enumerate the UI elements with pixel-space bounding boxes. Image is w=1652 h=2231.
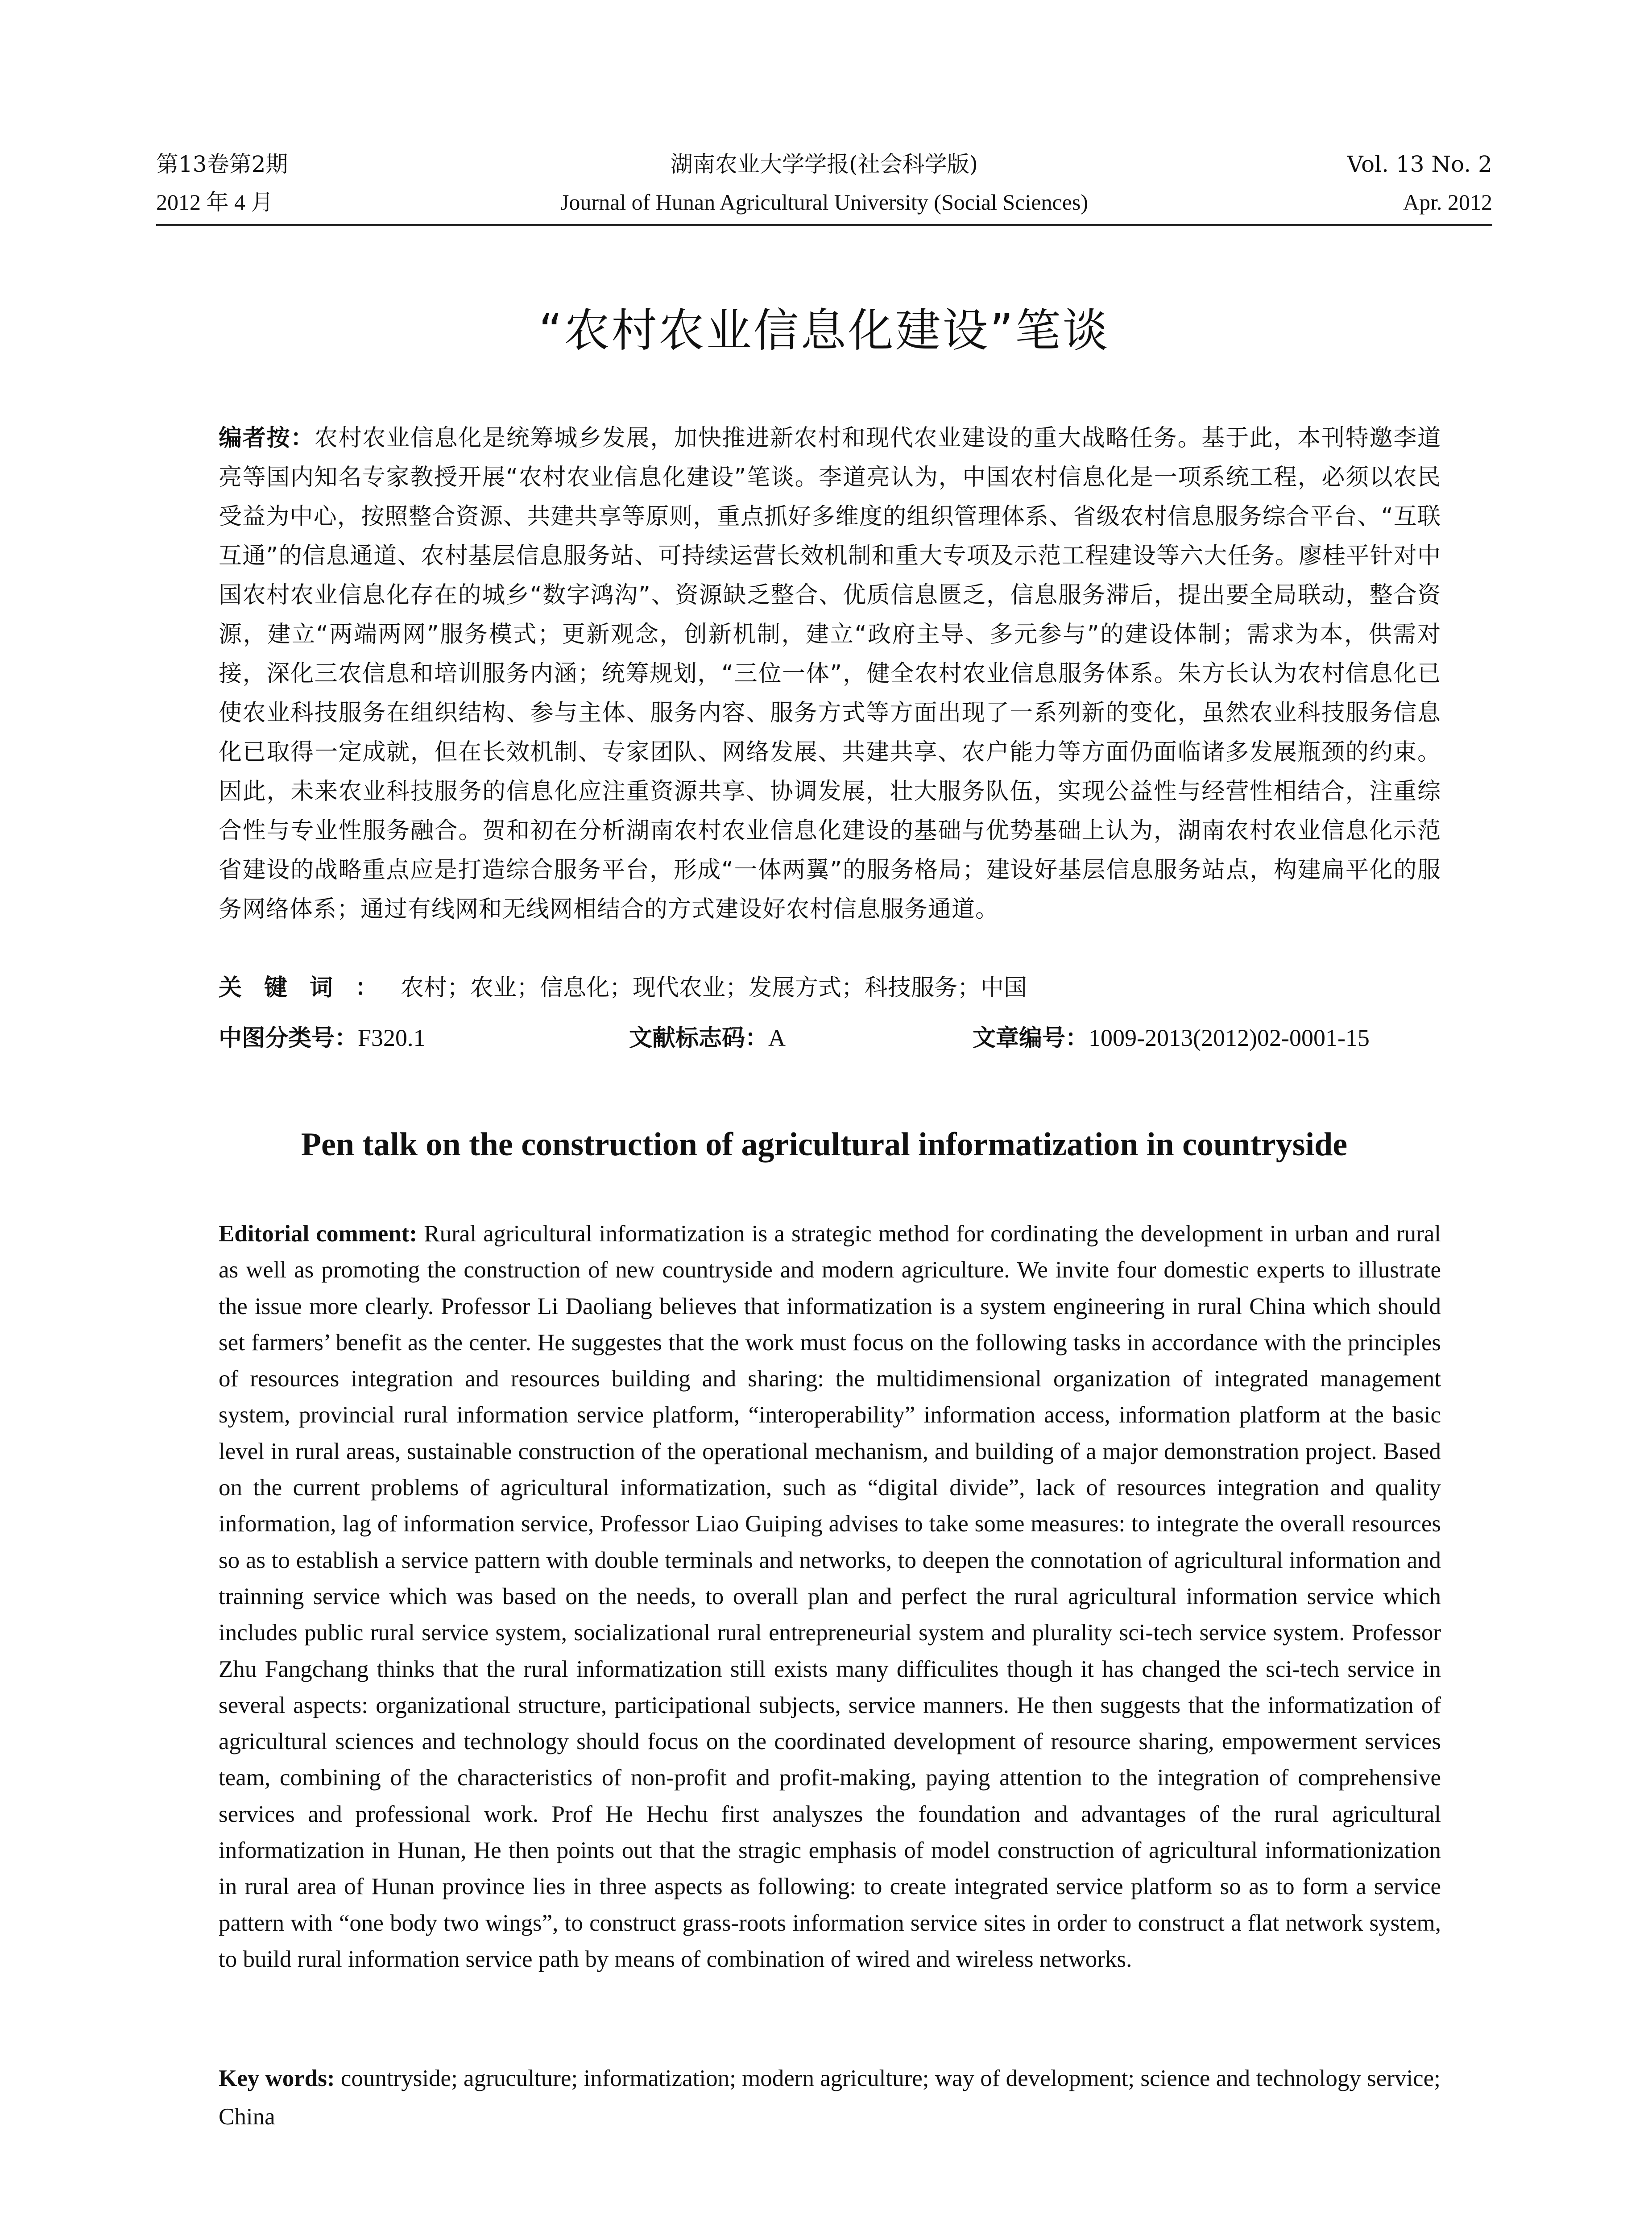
clc-number bbox=[219, 1020, 426, 1056]
chinese-abstract bbox=[219, 419, 1441, 929]
article-number bbox=[973, 1020, 1370, 1056]
english-abstract bbox=[219, 1216, 1441, 1978]
document-code-label: 文献标志码： bbox=[629, 1025, 769, 1052]
classification-line bbox=[219, 1020, 1441, 1056]
chinese-abstract-label: 编者按： bbox=[219, 425, 315, 452]
english-abstract-text: Rural agricultural informatization is a strategic method for cordinating the development in urban and rural as well as promoting the construction of new countryside and modern agriculture. We invite four domestic experts to illustrate the issue more clearly. Professor Li Daoliang believes that informatization is a system engineering in rural China which should set farmers’ benefit as the center. He suggestes that the work must focus on the following tasks in accordance with the principles of resources integration and resources building and sharing: the multidimensional organization of integrated management system, provincial rural information service platform, “interoperability” information access, information platform at the basic level in rural areas, sustainable construction of the operational mechanism, and building of a major demonstration project. Based on the current problems of agricultural informatization, such as “digital divide”, lack of resources integration and quality information, lag of information service, Professor Liao Guiping advises to take some measures: to integrate the overall resources so as to establish a service pattern with double terminals and networks, to deepen the connotation of agricultural information and trainning service which was based on the needs, to overall plan and perfect the rural agricultural information service which includes public rural service system, socializational rural entrepreneurial system and plurality sci-tech service system. Professor Zhu Fangchang thinks that the rural informatization still exists many difficulites though it has changed the sci-tech service in several aspects: organizational structure, participational subjects, service manners. He then suggests that the informatization of agricultural sciences and technology should focus on the coordinated development of resource sharing, empowerment services team, combining of the characteristics of non-profit and profit-making, paying attention to the integration of comprehensive services and professional work. Prof He Hechu first analyszes the foundation and advantages of the rural agricultural informatization in Hunan, He then points out that the stragic emphasis of model construction of agricultural informationization in rural area of Hunan province lies in three aspects as following: to create integrated service platform so as to form a service pattern with “one body two wings”, to construct grass-roots information service sites in order to construct a flat network system, to build rural information service path by means of combination of wired and wireless networks. bbox=[219, 1221, 1441, 1972]
header-volume-cn: 第13卷第2期 bbox=[156, 151, 288, 177]
clc-value: F320.1 bbox=[358, 1024, 426, 1051]
running-header-line-1 bbox=[156, 149, 1492, 180]
english-abstract-label: Editorial comment: bbox=[219, 1221, 418, 1247]
english-keywords-text: countryside; agruculture; informatization; modern agriculture; way of development; science and technology service; China bbox=[219, 2065, 1441, 2130]
header-journal-cn: 湖南农业大学学报(社会科学版) bbox=[670, 151, 978, 177]
english-keywords-label: Key words: bbox=[219, 2065, 335, 2091]
clc-label: 中图分类号： bbox=[219, 1025, 358, 1052]
header-rule bbox=[156, 224, 1492, 226]
chinese-abstract-text: 农村农业信息化是统筹城乡发展，加快推进新农村和现代农业建设的重大战略任务。基于此，本刊特邀李道亮等国内知名专家教授开展“农村农业信息化建设”笔谈。李道亮认为，中国农村信息化是一项系统工程，必须以农民受益为中心，按照整合资源、共建共享等原则，重点抓好多维度的组织管理体系、省级农村信息服务综合平台、“互联互通”的信息通道、农村基层信息服务站、可持续运营长效机制和重大专项及示范工程建设等六大任务。廖桂平针对中国农村农业信息化存在的城乡“数字鸿沟”、资源缺乏整合、优质信息匮乏，信息服务滞后，提出要全局联动，整合资源，建立“两端两网”服务模式；更新观念，创新机制，建立“政府主导、多元参与”的建设体制；需求为本，供需对接，深化三农信息和培训服务内涵；统筹规划，“三位一体”，健全农村农业信息服务体系。朱方长认为农村信息化已使农业科技服务在组织结构、参与主体、服务内容、服务方式等方面出现了一系列新的变化，虽然农业科技服务信息化已取得一定成就，但在长效机制、专家团队、网络发展、共建共享、农户能力等方面仍面临诸多发展瓶颈的约束。因此，未来农业科技服务的信息化应注重资源共享、协调发展，壮大服务队伍，实现公益性与经营性相结合，注重综合性与专业性服务融合。贺和初在分析湖南农村农业信息化建设的基础与优势基础上认为，湖南农村农业信息化示范省建设的战略重点应是打造综合服务平台，形成“一体两翼”的服务格局；建设好基层信息服务站点，构建扁平化的服务网络体系；通过有线网和无线网相结合的方式建设好农村信息服务通道。 bbox=[219, 425, 1441, 923]
chinese-title: “农村农业信息化建设”笔谈 bbox=[538, 304, 1110, 357]
chinese-keywords-text: 农村；农业；信息化；现代农业；发展方式；科技服务；中国 bbox=[401, 975, 1027, 1001]
running-header-line-2 bbox=[156, 187, 1492, 218]
document-code bbox=[629, 1020, 786, 1056]
english-keywords bbox=[219, 2059, 1441, 2136]
chinese-keywords bbox=[219, 968, 1441, 1008]
article-number-value: 1009-2013(2012)02-0001-15 bbox=[1089, 1024, 1370, 1051]
header-date-cn: 2012 年 4 月 bbox=[156, 190, 273, 215]
chinese-keywords-label: 关键词： bbox=[219, 975, 401, 1001]
english-title: Pen talk on the construction of agricultural informatization in countryside bbox=[301, 1126, 1348, 1163]
article-number-label: 文章编号： bbox=[973, 1025, 1089, 1052]
header-date-en: Apr. 2012 bbox=[1403, 190, 1492, 215]
document-code-value: A bbox=[768, 1024, 786, 1051]
header-journal-en: Journal of Hunan Agricultural University (Social Sciences) bbox=[560, 190, 1089, 215]
header-volume-en: Vol. 13 No. 2 bbox=[1347, 151, 1492, 177]
